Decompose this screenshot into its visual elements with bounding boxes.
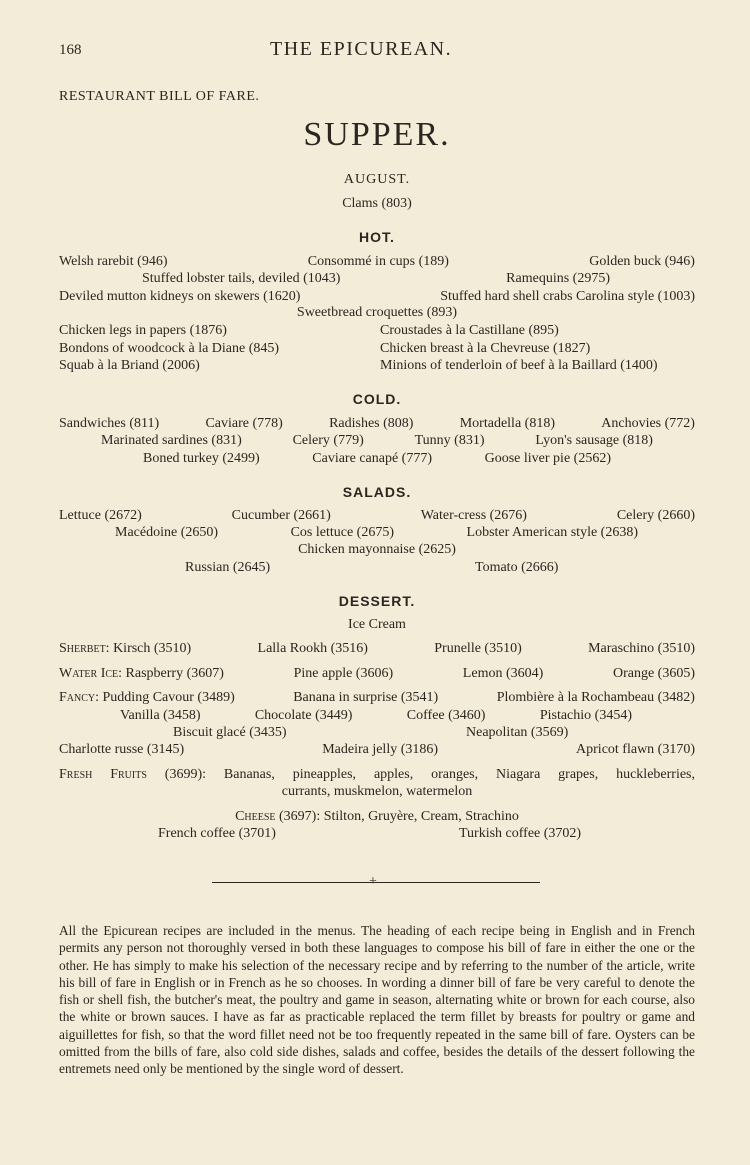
hot-row-3 [59,289,695,305]
sherbet-label: Sherbet: [59,641,110,656]
menu-item: Prunelle (3510) [434,641,522,656]
body-paragraph: All the Epicurean recipes are included in the menus. The heading of each recipe being in English and in French permits any person not thoroughly versed in both these languages to compose his bill of fare in either the one or the other. He has simply to make his selection of the necessary recipe and by referring to the number of the article, write his bill of fare in English or in French as he so chooses. In wording a dinner bill of fare be very careful to denote the fish or shell fish, the butcher's meat, the poultry and game in season, alternating white or brown for each course, also the white or brown sauces. I have as far as practicable replaced the term fillet by breasts for poultry or game and aiguillettes for fish, so that the word fillet need not be too frequently repeated in the same bill of fare. Oysters can be omitted from the bills of fare, also cold side dishes, salads and coffee, besides the details of the dessert following the entremets need only be mentioned by the single word of dessert. [59,923,695,1077]
menu-item: Madeira jelly (3186) [322,742,439,757]
menu-item: Chicken legs in papers (1876) [59,323,227,338]
salads-row-2 [115,525,638,541]
menu-item: Lalla Rookh (3516) [257,641,368,656]
water-ice-row [59,666,695,682]
menu-item: Celery (2660) [616,508,695,523]
menu-item: Pistachio (3454) [539,708,632,723]
fancy-row-4 [59,742,695,758]
menu-item: Welsh rarebit (946) [59,254,168,269]
page-number: 168 [59,42,82,58]
cold-row-3 [143,451,611,467]
menu-item: Squab à la Briand (2006) [59,358,200,373]
menu-item: Turkish coffee (3702) [459,826,582,841]
cold-row-2 [101,433,653,449]
menu-item: Deviled mutton kidneys on skewers (1620) [59,289,301,304]
menu-item: Cucumber (2661) [231,508,331,523]
water-ice-label: Water Ice: [59,666,123,681]
menu-item: Radishes (808) [329,416,414,431]
menu-item: Marinated sardines (831) [101,433,242,448]
menu-title: SUPPER. [303,116,451,153]
menu-item: Lettuce (2672) [59,508,142,523]
sherbet-row [59,641,695,657]
fresh-fruits-line [59,767,695,783]
fancy-row-1 [59,690,695,706]
menu-item: Boned turkey (2499) [143,451,260,466]
menu-item: Celery (779) [292,433,364,448]
ice-cream-subheading: Ice Cream [348,617,406,632]
menu-item: Maraschino (3510) [588,641,695,656]
cold-heading: COLD. [352,391,402,407]
month-heading: AUGUST. [343,172,411,187]
menu-item: Golden buck (946) [589,254,695,269]
section-label: RESTAURANT BILL OF FARE. [59,89,260,104]
menu-item: Water-cress (2676) [420,508,527,523]
menu-item: Cos lettuce (2675) [290,525,394,540]
fresh-fruits-text: (3699): Bananas, pineapples, apples, oranges, Niagara grapes, huckleberries, [164,767,695,782]
menu-item: Orange (3605) [612,666,695,681]
menu-item: Croustades à la Castillane (895) [380,323,559,338]
menu-item: Biscuit glacé (3435) [173,725,287,740]
menu-item: Pine apple (3606) [293,666,394,681]
menu-item: Sweetbread croquettes (893) [296,305,458,320]
menu-item: Macédoine (2650) [115,525,219,540]
menu-item: Banana in surprise (3541) [293,690,439,705]
menu-item: French coffee (3701) [158,826,276,841]
dessert-heading: DESSERT. [338,593,416,609]
opening-course: Clams (803) [342,196,412,211]
menu-item: Plombière à la Rochambeau (3482) [496,690,695,705]
menu-item: Mortadella (818) [459,416,555,431]
cheese-label: Cheese [235,809,276,824]
menu-item: Chicken mayonnaise (2625) [298,542,456,557]
menu-item: Tomato (2666) [475,560,559,575]
menu-item: Stuffed lobster tails, deviled (1043) [142,271,341,286]
menu-item: Chocolate (3449) [254,708,353,723]
menu-item: Coffee (3460) [406,708,486,723]
menu-item: Chicken breast à la Chevreuse (1827) [380,341,591,356]
fancy-label: Fancy: [59,690,100,705]
menu-item: Minions of tenderloin of beef à la Baillard (1400) [380,358,658,373]
cheese-text: (3697): Stilton, Gruyère, Cream, Strachino [279,809,519,824]
menu-item: Goose liver pie (2562) [484,451,611,466]
fresh-fruits-label: Fresh Fruits [59,767,147,782]
menu-item: Caviare (778) [205,416,283,431]
menu-item: Pudding Cavour (3489) [102,690,235,705]
menu-item: Caviare canapé (777) [312,451,432,466]
cold-row-1 [59,416,695,432]
hot-row-2 [142,271,610,287]
menu-item: Apricot flawn (3170) [576,742,695,757]
menu-item: Russian (2645) [185,560,271,575]
menu-item: Consommé in cups (189) [307,254,449,269]
menu-item: Bondons of woodcock à la Diane (845) [59,341,280,356]
menu-item: Lyon's sausage (818) [535,433,653,448]
hot-heading: HOT. [359,229,395,245]
divider-ornament-icon: + [369,874,377,889]
hot-row-1 [59,254,695,270]
menu-item: Vanilla (3458) [120,708,201,723]
cheese-line [59,809,695,825]
menu-item: Anchovies (772) [601,416,695,431]
fresh-fruits-continuation: currants, muskmelon, watermelon [281,784,473,799]
menu-item: Stuffed hard shell crabs Carolina style (1003) [440,289,695,304]
menu-item: Lobster American style (2638) [466,525,638,540]
menu-item: Kirsch (3510) [113,641,192,656]
menu-item: Neapolitan (3569) [466,725,569,740]
running-title: THE EPICUREAN. [270,38,453,60]
menu-item: Sandwiches (811) [59,416,160,431]
salads-heading: SALADS. [342,484,412,500]
fancy-row-2 [120,708,632,724]
menu-item: Raspberry (3607) [125,666,224,681]
menu-item: Charlotte russe (3145) [59,742,185,757]
menu-item: Tunny (831) [414,433,485,448]
menu-item: Lemon (3604) [462,666,544,681]
salads-row-1 [59,508,695,524]
menu-item: Ramequins (2975) [506,271,610,286]
